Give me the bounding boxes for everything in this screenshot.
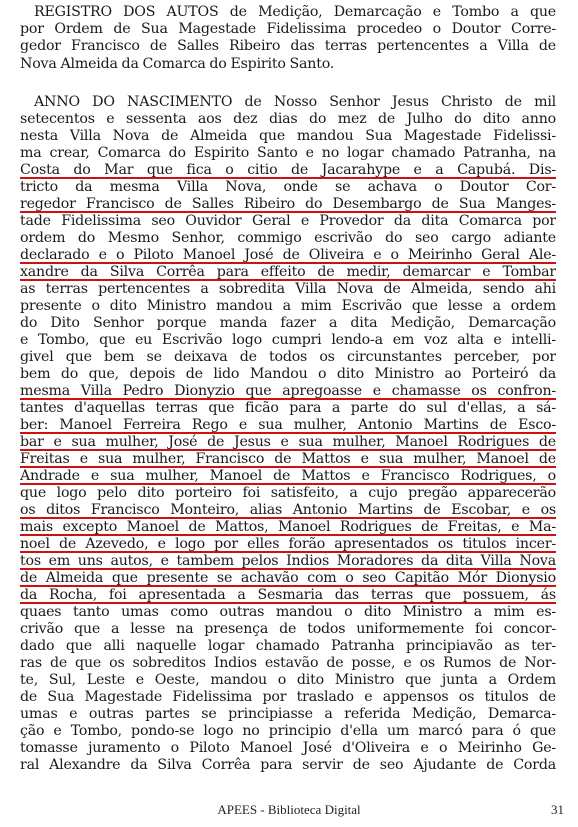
text-line: Freitas e sua mulher, Francisco de Mattos e sua mulher, Manoel de — [20, 451, 556, 467]
text-line: ber: Manoel Ferreira Rego e sua mulher, Antonio Martins de Esco- — [20, 417, 556, 433]
text-line: os ditos Francisco Monteiro, alias Antonio Martins de Escobar, e os — [20, 502, 556, 518]
text-line: mais excepto Manoel de Mattos, Manoel Rodrigues de Freitas, e Ma- — [20, 519, 556, 535]
text-line: tomasse juramento o Piloto Manoel José d'Oliveira e o Meirinho Ge- — [20, 740, 556, 756]
text-line: ma crear, Comarca do Espirito Santo e no logar chamado Patranha, na — [20, 145, 556, 161]
text-line: da Rocha, foi apresentada a Sesmaria das terras que possuem, ás — [20, 587, 556, 603]
text-line: e Tombo, que eu Escrivão logo cumpri lendo-a em voz alta e intelli- — [20, 332, 556, 348]
text-line: umas e outras partes se principiasse a referida Medição, Demarca- — [20, 706, 556, 722]
text-line: REGISTRO DOS AUTOS de Medição, Demarcação e Tombo a que — [34, 4, 556, 20]
footer-label: APEES - Biblioteca Digital — [217, 802, 361, 817]
text-line: as terras pertencentes a sobredita Villa Nova de Almeida, sendo ahi — [20, 281, 556, 297]
text-line: do Dito Senhor porque manda fazer a dita Medição, Demarcação — [20, 315, 556, 331]
text-line: tos em uns autos, e tambem pelos Indios Moradores da dita Villa Nova — [20, 553, 556, 569]
text-line: noel de Azevedo, e logo por elles forão apresentados os titulos incer- — [20, 536, 556, 552]
text-line: bar e sua mulher, José de Jesus e sua mulher, Manoel Rodrigues de — [20, 434, 556, 450]
text-line: ANNO DO NASCIMENTO de Nosso Senhor Jesus Christo de mil — [34, 94, 556, 110]
text-line: de Almeida que presente se achavão com o seo Capitão Mór Dionysio — [20, 570, 556, 586]
text-line: tade Fidelissima seo Ouvidor Geral e Provedor da dita Comarca por — [20, 213, 556, 229]
text-line: ras de que os sobreditos Indios estavão de posse, e os Rumos de Nor- — [20, 655, 556, 671]
page-footer — [0, 800, 578, 820]
text-line: Andrade e sua mulher, Manoel de Mattos e Francisco Rodrigues, o — [20, 468, 556, 484]
text-line: mesma Villa Pedro Dionyzio que apregoasse e chamasse os confron- — [20, 383, 556, 399]
text-line: gedor Francisco de Salles Ribeiro das terras pertencentes a Villa de — [20, 38, 556, 55]
text-line: presente o dito Ministro mandou a mim Escrivão que lesse a ordem — [20, 298, 556, 314]
title-paragraph — [20, 4, 556, 73]
text-line: bem do que, depois de lido Mandou o dito Ministro ao Porteiró da — [20, 366, 556, 382]
text-line: de Sua Magestade Fidelissima por traslado e appensos os titulos de — [20, 689, 556, 705]
text-line: dado que alli naquelle logar chamado Patranha principiavão as ter- — [20, 638, 556, 654]
text-line: xandre da Silva Corrêa para effeito de medir, demarcar e Tombar — [20, 264, 556, 280]
text-line: setecentos e sessenta aos dez dias do mez de Julho do dito anno — [20, 111, 556, 127]
page-number: 31 — [551, 802, 564, 817]
text-line: Costa do Mar que fica o citio de Jacarahype e a Capubá. Dis- — [20, 162, 556, 178]
text-line: te, Sul, Leste e Oeste, mandou o dito Ministro que junta a Ordem — [20, 672, 556, 688]
text-line: que logo pelo dito porteiro foi satisfeito, a cujo pregão apparecerão — [20, 485, 556, 501]
text-line: ção e Tombo, pondo-se logo no principio d'ella um marcó para ó que — [20, 723, 556, 739]
text-line: nesta Villa Nova de Almeida que mandou Sua Magestade Fidelissi- — [20, 128, 556, 144]
text-line: tantes d'aquellas terras que ficão para a parte do sul d'ellas, a sá- — [20, 400, 556, 416]
text-line: Nova Almeida da Comarca do Espirito Santo. — [20, 55, 335, 72]
text-line: givel que bem se deixava de todos os circunstantes perceber, por — [20, 349, 556, 365]
text-line: tricto da mesma Villa Nova, onde se achava o Doutor Cor- — [20, 179, 556, 195]
text-line: ordem do Mesmo Senhor, commigo escrivão do seo cargo adiante — [20, 230, 556, 246]
text-line: ral Alexandre da Silva Corrêa para servir de seo Ajudante de Corda — [20, 757, 556, 773]
text-line: quaes tanto umas como outras mandou o dito Ministro a mim es- — [20, 604, 556, 620]
text-line: por Ordem de Sua Magestade Fidelissima procedeo o Doutor Corre- — [20, 21, 556, 38]
text-line: declarado e o Piloto Manoel José de Oliveira e o Meirinho Geral Ale- — [20, 247, 556, 263]
text-line: crivão que a lesse na presença de todos uniformemente foi concor- — [20, 621, 556, 637]
body-paragraph — [20, 94, 556, 774]
text-line: regedor Francisco de Salles Ribeiro do Desembargo de Sua Manges- — [20, 196, 556, 212]
